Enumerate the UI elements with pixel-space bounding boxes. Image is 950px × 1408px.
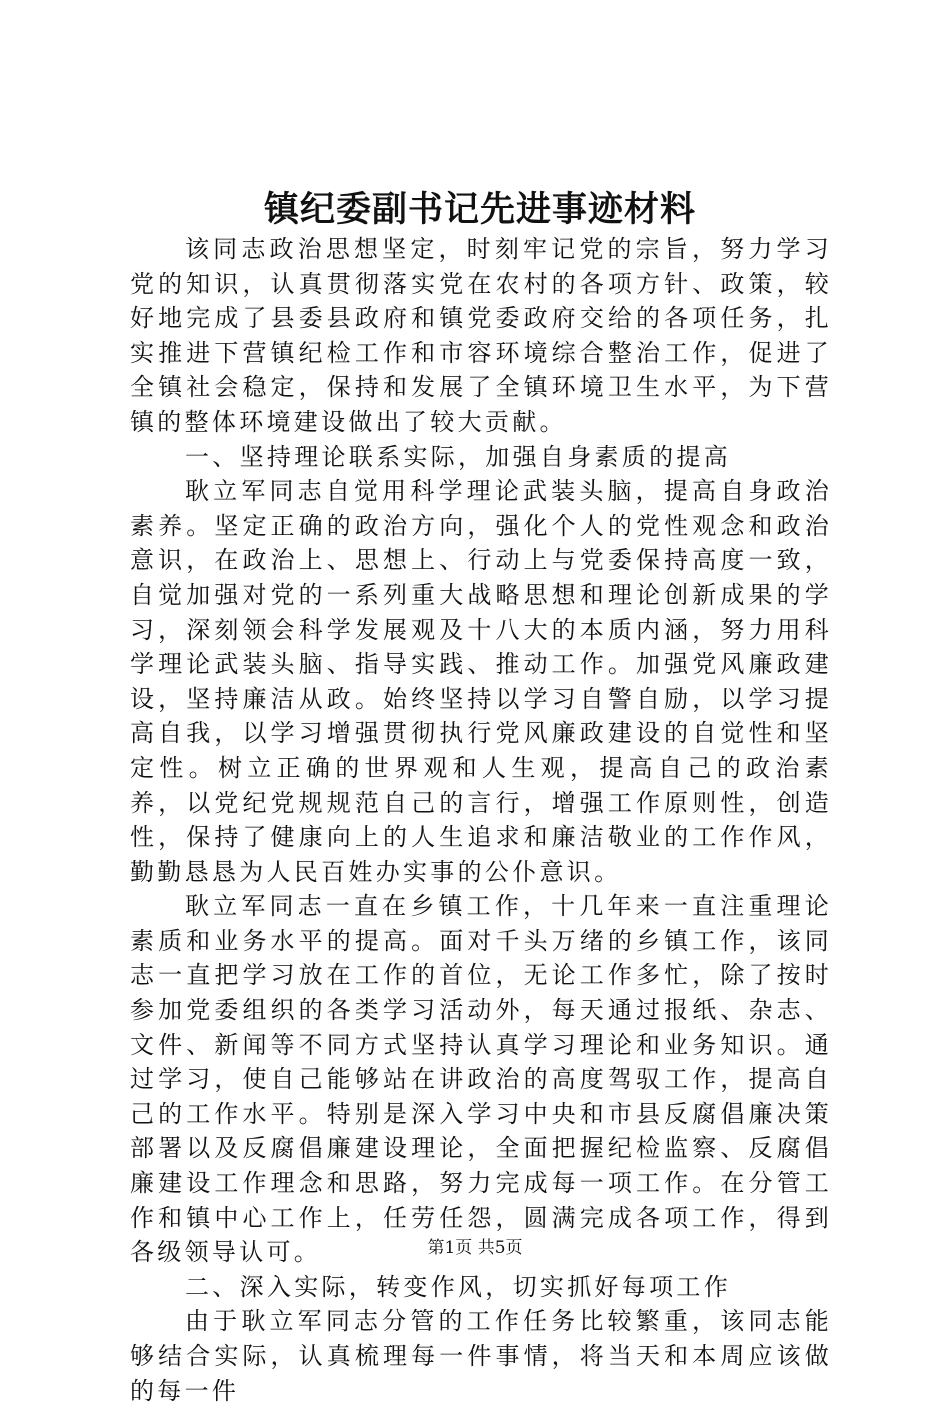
body-paragraph: 由于耿立军同志分管的工作任务比较繁重，该同志能够结合实际，认真梳理每一件事情，将当天和本周应该做的每一件 bbox=[130, 1307, 832, 1405]
section-heading: 二、深入实际，转变作风，切实抓好每项工作 bbox=[185, 1272, 731, 1301]
body-paragraph: 耿立军同志一直在乡镇工作，十几年来一直注重理论素质和业务水平的提高。面对千头万绪的乡镇工作，该同志一直把学习放在工作的首位，无论工作多忙，除了按时参加党委组织的各类学习活动外，每天通过报纸、杂志、文件、新闻等不同方式坚持认真学习理论和业务知识。通过学习，使自己能够站在讲政治的高度驾驭工作，提高自己的工作水平。特别是深入学习中央和市县反腐倡廉决策部署以及反腐倡廉建设理论，全面把握纪检监察、反腐倡廉建设工作理念和思路，努力完成每一项工作。在分管工作和镇中心工作上，任劳任怨，圆满完成各项工作，得到各级领导认可。 bbox=[130, 892, 832, 1267]
page-number-footer: 第1页 共5页 bbox=[427, 1238, 523, 1258]
section-heading: 一、坚持理论联系实际，加强自身素质的提高 bbox=[185, 442, 731, 471]
body-paragraph: 耿立军同志自觉用科学理论武装头脑，提高自身政治素养。坚定正确的政治方向，强化个人的党性观念和政治意识，在政治上、思想上、行动上与党委保持高度一致，自觉加强对党的一系列重大战略思想和理论创新成果的学习，深刻领会科学发展观及十八大的本质内涵，努力用科学理论武装头脑、指导实践、推动工作。加强党风廉政建设，坚持廉洁从政。始终坚持以学习自警自励，以学习提高自我，以学习增强贯彻执行党风廉政建设的自觉性和坚定性。树立正确的世界观和人生观，提高自己的政治素养，以党纪党规规范自己的言行，增强工作原则性，创造性，保持了健康向上的人生追求和廉洁敬业的工作作风，勤勤恳恳为人民百姓办实事的公仆意识。 bbox=[130, 477, 832, 886]
document-body bbox=[130, 232, 832, 1408]
document-title: 镇纪委副书记先进事迹材料 bbox=[263, 189, 696, 230]
body-paragraph: 该同志政治思想坚定，时刻牢记党的宗旨，努力学习党的知识，认真贯彻落实党在农村的各项方针、政策，较好地完成了县委县政府和镇党委政府交给的各项任务，扎实推进下营镇纪检工作和市容环境综合整治工作，促进了全镇社会稳定，保持和发展了全镇环境卫生水平，为下营镇的整体环境建设做出了较大贡献。 bbox=[130, 235, 832, 436]
